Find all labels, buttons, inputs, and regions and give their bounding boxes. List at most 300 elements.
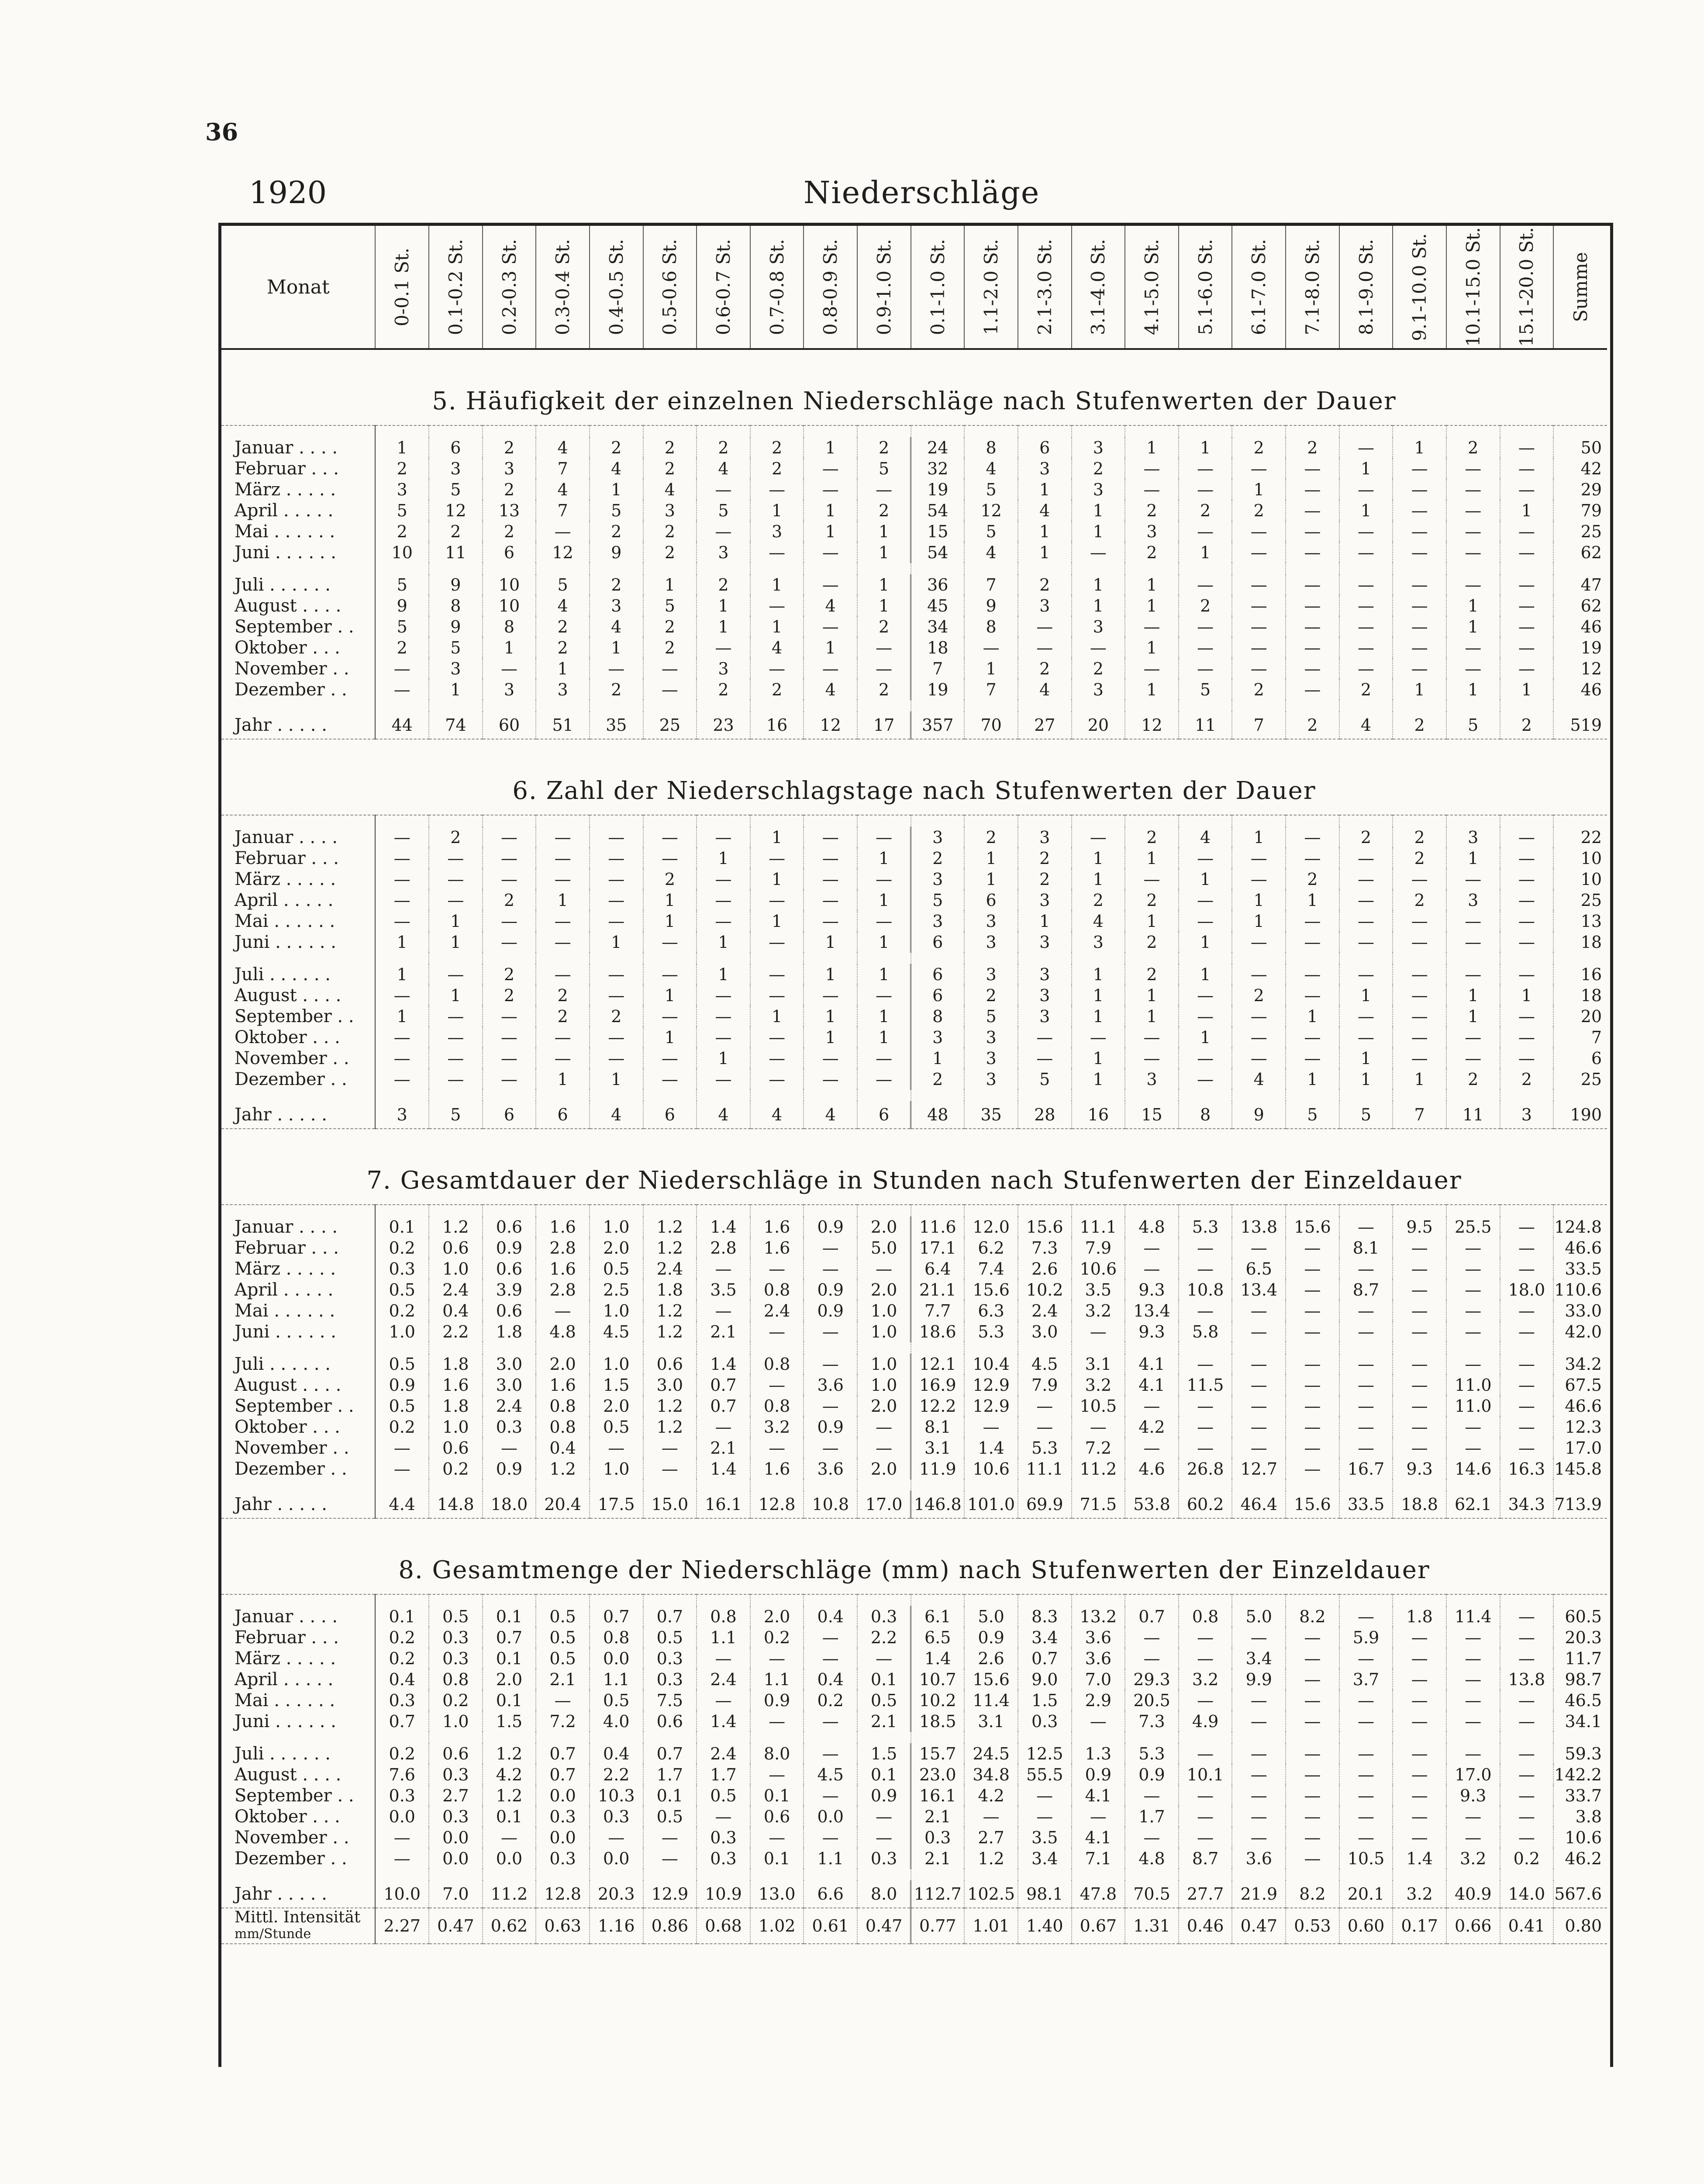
table-cell: — [590,1438,643,1458]
table-cell: — [1500,479,1554,500]
table-cell: 34.2 [1565,1355,1602,1374]
table-cell: 13 [483,500,536,521]
table-cell: 1 [857,932,911,953]
table-cell: 2 [643,869,697,890]
table-cell: 3 [964,1069,1018,1090]
table-cell: 1.5 [590,1375,643,1396]
table-cell: 42.0 [1565,1322,1602,1341]
table-cell: 15.6 [964,1669,1018,1690]
spacer-row [221,563,1607,574]
table-row [221,437,1607,458]
table-cell: 5 [1339,1101,1393,1129]
table-cell: 2 [483,890,536,911]
table-cell: 8 [429,595,483,616]
table-cell: 25 [1580,891,1602,910]
table-cell: 0.68 [697,1908,750,1944]
table-cell: 2 [964,985,1018,1006]
table-cell: 0.0 [590,1648,643,1669]
table-cell: 34 [911,616,965,637]
table-cell: — [483,911,536,932]
table-cell: 0.6 [483,1300,536,1321]
table-cell: 1 [697,1048,750,1069]
table-cell: — [1393,458,1446,479]
row-label: August . . . . [221,1375,375,1396]
spacer-row [221,425,1607,437]
table-cell: — [1286,1785,1339,1806]
row-label: Jahr . . . . . [221,1101,375,1129]
table-cell: 3.2 [1179,1669,1232,1690]
table-cell: 12 [964,500,1018,521]
table-cell: 62 [1580,543,1602,562]
table-cell: 0.2 [375,1627,429,1648]
table-cell: 0.47 [1232,1908,1286,1944]
table-cell: 6.4 [911,1258,965,1279]
table-cell: 20 [1580,1007,1602,1026]
table-cell: — [1286,542,1339,563]
table-cell: — [1500,637,1554,658]
table-cell: — [857,1438,911,1458]
table-cell: 0.2 [375,1300,429,1321]
table-cell: 0.0 [590,1848,643,1869]
table-cell: — [964,1806,1018,1827]
table-cell: — [1125,658,1179,679]
table-cell: 4.8 [1125,1216,1179,1237]
page-number: 36 [205,118,238,146]
row-label: Februar . . . [221,458,375,479]
table-cell: 2 [643,521,697,542]
table-cell: — [483,658,536,679]
table-cell: 0.9 [1125,1764,1179,1785]
table-cell: 16 [1580,965,1602,984]
table-cell: — [1339,1354,1393,1375]
table-cell: 6.6 [804,1880,857,1908]
table-cell: — [1500,1237,1554,1258]
table-cell: — [750,1648,804,1669]
table-cell: — [1339,1806,1393,1827]
table-cell: — [1232,1806,1286,1827]
table-cell: 1 [1446,595,1500,616]
table-cell: 1 [1072,1006,1125,1027]
row-label: April . . . . . [221,1279,375,1300]
table-cell: 1 [643,1027,697,1048]
table-cell: — [1339,932,1393,953]
table-cell: 1 [375,964,429,985]
table-cell: 13 [1580,912,1602,931]
table-cell: — [804,911,857,932]
table-cell: — [804,574,857,595]
table-cell: 2 [590,437,643,458]
table-cell: — [1393,616,1446,637]
table-cell: — [1179,1785,1232,1806]
table-cell: — [1125,1627,1179,1648]
table-cell: 1.2 [643,1417,697,1438]
table-cell: 1 [857,521,911,542]
table-cell: — [1393,1006,1446,1027]
table-cell: 47.8 [1072,1880,1125,1908]
table-cell: 1 [1446,616,1500,637]
table-cell: 2 [643,542,697,563]
table-cell: — [536,869,590,890]
table-cell: 2 [697,437,750,458]
table-cell: — [804,890,857,911]
table-cell: — [1339,1258,1393,1279]
table-cell: 0.63 [536,1908,590,1944]
table-cell: 2.0 [590,1237,643,1258]
table-cell: — [697,827,750,848]
table-cell: 53.8 [1125,1491,1179,1518]
table-cell: 2.0 [536,1354,590,1375]
table-cell: 20 [1072,712,1125,739]
table-cell: — [1339,1375,1393,1396]
table-cell: — [697,479,750,500]
table-cell: 24.5 [964,1743,1018,1764]
table-cell: — [375,890,429,911]
table-cell: 60.2 [1179,1491,1232,1518]
table-cell: 2 [643,616,697,637]
table-cell: 0.1 [375,1606,429,1627]
table-cell: — [1339,1396,1393,1417]
table-cell: 33.5 [1565,1259,1602,1279]
table-cell: — [483,1438,536,1458]
table-cell: — [1179,1048,1232,1069]
table-cell: 27.7 [1179,1880,1232,1908]
table-cell: — [1286,1827,1339,1848]
table-row [221,679,1607,700]
table-cell: 4 [1018,500,1072,521]
table-cell: 1 [1125,437,1179,458]
table-cell: — [1500,1806,1554,1827]
table-cell: — [1393,1258,1446,1279]
table-cell: 3 [1018,827,1072,848]
intensity-label: Mittl. Intensität [235,1908,361,1926]
table-cell: 0.7 [697,1375,750,1396]
table-cell: 2 [536,1006,590,1027]
table-row [221,1848,1607,1869]
table-cell: 3 [1446,827,1500,848]
table-cell: 2 [911,1069,965,1090]
table-cell: — [536,932,590,953]
year-total-row [221,1101,1607,1129]
table-cell: — [590,985,643,1006]
row-label: April . . . . . [221,500,375,521]
table-cell: 5.3 [1179,1216,1232,1237]
table-cell: — [590,1027,643,1048]
table-cell: — [1125,869,1179,890]
table-cell: 11 [429,542,483,563]
table-cell: 1 [1286,1006,1339,1027]
table-cell: — [857,985,911,1006]
table-cell: — [429,1006,483,1027]
spacer-row [221,1090,1607,1101]
table-cell: 5 [643,595,697,616]
table-cell: 2 [429,521,483,542]
table-cell: — [1339,1027,1393,1048]
table-cell: 0.8 [697,1606,750,1627]
table-cell: 1.6 [429,1375,483,1396]
table-cell: — [1500,1048,1554,1069]
table-cell: — [643,1458,697,1479]
table-cell: 0.3 [643,1648,697,1669]
table-cell: 1 [483,637,536,658]
table-cell: 60 [483,712,536,739]
table-cell: 7.0 [429,1880,483,1908]
table-cell: — [1446,479,1500,500]
table-cell: 18.5 [911,1711,965,1732]
table-cell: — [590,911,643,932]
table-cell: 12.7 [1232,1458,1286,1479]
table-cell: 5.3 [1125,1743,1179,1764]
table-cell: — [1500,1785,1554,1806]
table-cell: — [964,1417,1018,1438]
table-cell: 6 [1591,1049,1602,1068]
table-cell: 5 [911,890,965,911]
row-label: Juni . . . . . . [221,1711,375,1732]
table-cell: — [697,1069,750,1090]
table-cell: 20.3 [590,1880,643,1908]
header-class-2: 0.2-0.3 St. [483,226,536,349]
table-cell: 3.1 [1072,1354,1125,1375]
table-cell: — [804,1648,857,1669]
table-cell: 1 [1072,1069,1125,1090]
table-cell: — [697,1006,750,1027]
table-cell: 1 [857,574,911,595]
table-cell: — [1179,1438,1232,1458]
table-cell: 1 [750,574,804,595]
table-cell: 12 [804,712,857,739]
table-cell: 0.7 [697,1396,750,1417]
table-cell: 18.0 [1500,1279,1554,1300]
header-row [221,226,1607,349]
table-cell: 3.2 [1446,1848,1500,1869]
table-cell: — [1286,1690,1339,1711]
table-cell: — [536,1300,590,1321]
table-cell: — [1446,1648,1500,1669]
table-cell: 35 [964,1101,1018,1129]
table-cell: 2.6 [964,1648,1018,1669]
table-cell: 0.2 [375,1237,429,1258]
table-cell: — [1232,869,1286,890]
table-cell: 15 [1125,1101,1179,1129]
table-cell: — [590,848,643,869]
table-cell: 1 [375,1006,429,1027]
table-cell: 44 [375,712,429,739]
table-cell: — [375,869,429,890]
table-cell: 146.8 [911,1491,965,1518]
table-cell: 6 [857,1101,911,1129]
table-cell: 7.3 [1125,1711,1179,1732]
table-cell: 4.8 [1125,1848,1179,1869]
table-cell: 0.0 [429,1827,483,1848]
table-cell: 2.0 [483,1669,536,1690]
table-cell: 1.40 [1018,1908,1072,1944]
table-cell: 0.2 [429,1458,483,1479]
table-cell: 9.3 [1393,1458,1446,1479]
table-cell: 33.5 [1339,1491,1393,1518]
table-cell: 0.1 [483,1606,536,1627]
table-cell: — [1446,1354,1500,1375]
table-cell: 1 [1393,1069,1446,1090]
table-cell: — [1072,637,1125,658]
table-cell: 1 [1125,848,1179,869]
table-cell: 1.1 [590,1669,643,1690]
table-cell: — [1125,1048,1179,1069]
table-cell: — [1500,1006,1554,1027]
table-cell: 3 [697,658,750,679]
header-class-4: 0.4-0.5 St. [590,226,643,349]
precipitation-table [221,226,1607,1944]
table-cell: — [804,1396,857,1417]
table-cell: 7.6 [375,1764,429,1785]
table-cell: — [1393,1396,1446,1417]
table-row [221,1216,1607,1237]
table-cell: 4 [1179,827,1232,848]
table-cell: — [483,1827,536,1848]
row-label: Oktober . . . [221,1417,375,1438]
table-cell: 15.6 [1286,1216,1339,1237]
table-cell: — [697,911,750,932]
table-cell: 1 [1125,985,1179,1006]
table-cell: 3 [697,542,750,563]
table-cell: 1.0 [429,1711,483,1732]
table-cell: 15.6 [1286,1491,1339,1518]
row-label: März . . . . . [221,479,375,500]
table-cell: 0.3 [1018,1711,1072,1732]
table-cell: — [1393,479,1446,500]
table-cell: — [1286,1806,1339,1827]
table-cell: — [804,616,857,637]
header-class-9: 0.9-1.0 St. [857,226,911,349]
table-cell: — [1500,890,1554,911]
table-cell: 3.0 [1018,1321,1072,1342]
table-cell: — [1446,1417,1500,1438]
table-cell: 567.6 [1553,1880,1607,1908]
table-cell: 62.1 [1446,1491,1500,1518]
row-label: Februar . . . [221,848,375,869]
spacer-row [221,1479,1607,1491]
table-cell: — [1232,848,1286,869]
table-cell: — [1179,637,1232,658]
table-cell: — [804,479,857,500]
table-cell: 4 [750,1101,804,1129]
table-cell: — [1339,1216,1393,1237]
table-cell: 3 [911,911,965,932]
section-title: 7. Gesamtdauer der Niederschläge in Stunden nach Stufenwerten der Einzeldauer [221,1129,1607,1205]
table-cell: — [1339,1300,1393,1321]
table-cell: 2.2 [857,1627,911,1648]
table-cell: — [1286,1300,1339,1321]
row-label: Februar . . . [221,1237,375,1258]
table-cell: — [804,1258,857,1279]
table-cell: 2 [429,827,483,848]
table-cell: — [804,848,857,869]
table-cell: 1.2 [483,1743,536,1764]
table-cell: 0.5 [857,1690,911,1711]
table-cell: — [1393,1669,1446,1690]
table-cell: 2 [1500,1069,1554,1090]
table-cell: 1.2 [643,1396,697,1417]
table-cell: — [1500,574,1554,595]
table-cell: 0.67 [1072,1908,1125,1944]
table-cell: — [1393,1237,1446,1258]
table-cell: — [1232,658,1286,679]
table-cell: 10.6 [964,1458,1018,1479]
table-cell: 3.2 [1072,1375,1125,1396]
table-cell: — [1393,1627,1446,1648]
table-cell: 0.4 [375,1669,429,1690]
header-class-8: 0.8-0.9 St. [804,226,857,349]
row-label: April . . . . . [221,890,375,911]
row-label: Februar . . . [221,1627,375,1648]
table-cell: 0.0 [536,1785,590,1806]
table-cell: — [804,542,857,563]
table-cell: 7 [1393,1101,1446,1129]
table-cell: — [643,1069,697,1090]
year-label: 1920 [249,175,327,211]
table-cell: 42 [1580,459,1602,478]
table-cell: 11.1 [1072,1216,1125,1237]
table-cell: 7 [536,500,590,521]
table-cell: 0.3 [375,1258,429,1279]
table-cell: 110.6 [1554,1280,1602,1299]
table-cell: — [1179,890,1232,911]
table-cell: 1.8 [483,1321,536,1342]
table-cell: 10.5 [1339,1848,1393,1869]
table-cell: 4 [643,479,697,500]
table-cell: — [1179,1743,1232,1764]
table-cell: 16.9 [911,1375,965,1396]
table-cell: — [590,658,643,679]
table-cell: 357 [911,712,965,739]
table-cell: 11.4 [964,1690,1018,1711]
table-cell: — [1339,1417,1393,1438]
table-cell: — [375,911,429,932]
table-cell: 4 [1072,911,1125,932]
table-cell: 1.01 [964,1908,1018,1944]
table-cell: — [1286,932,1339,953]
table-cell: 10 [1580,870,1602,889]
table-cell: — [1232,1743,1286,1764]
table-row [221,479,1607,500]
table-cell: — [697,1648,750,1669]
table-cell: — [1393,1438,1446,1458]
row-label: Januar . . . . [221,1606,375,1627]
table-cell: — [1339,848,1393,869]
table-cell: 1 [1286,1069,1339,1090]
table-cell: — [750,1827,804,1848]
table-cell: 1 [1072,500,1125,521]
table-cell: 0.5 [375,1279,429,1300]
table-cell: 1 [804,521,857,542]
table-cell: 11.4 [1446,1606,1500,1627]
table-cell: 4 [536,595,590,616]
table-cell: 19 [911,479,965,500]
table-cell: 0.9 [804,1300,857,1321]
table-cell: 9 [429,616,483,637]
table-cell: 16.3 [1500,1458,1554,1479]
table-cell: 0.5 [536,1648,590,1669]
table-cell: 2 [1393,848,1446,869]
table-cell: — [857,1069,911,1090]
table-cell: 1 [1072,848,1125,869]
table-cell: 1 [1339,458,1393,479]
table-cell: — [375,1048,429,1069]
table-cell: 23.0 [911,1764,965,1785]
table-cell: 0.7 [643,1743,697,1764]
table-cell: 1 [429,911,483,932]
table-cell: — [1232,1764,1286,1785]
table-cell: 3.6 [1232,1848,1286,1869]
table-cell: 101.0 [964,1491,1018,1518]
